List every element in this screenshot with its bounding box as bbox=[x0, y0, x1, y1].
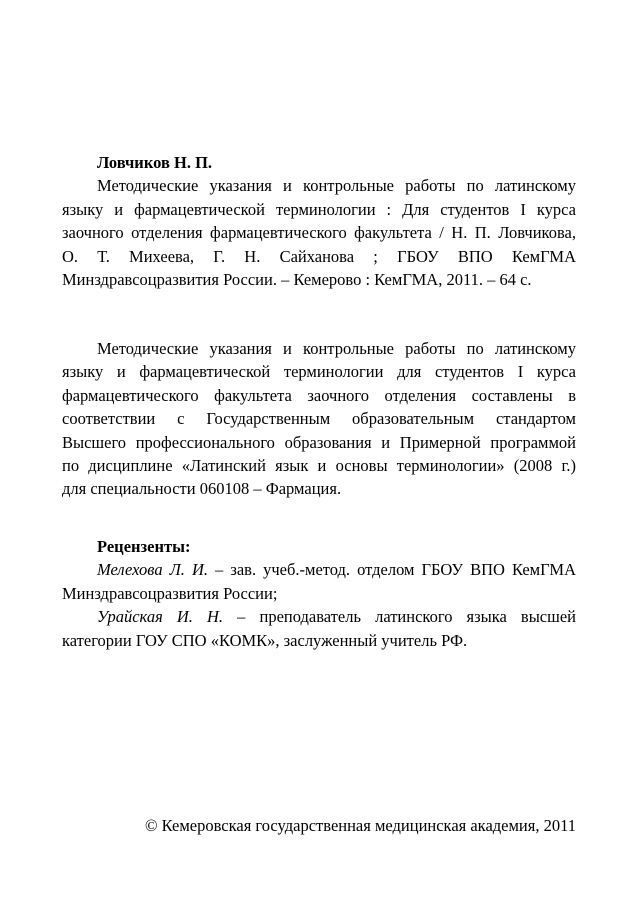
author-name: Ловчиков Н. П. bbox=[97, 153, 213, 172]
annotation-line: Методические указания и контрольные работы по латинскому bbox=[97, 339, 576, 358]
reviewer-line bbox=[62, 605, 576, 628]
bibliographic-line: заочного отделения фармацевтического факультета / Н. П. Ловчикова, bbox=[62, 223, 576, 243]
annotation-line: по дисциплине «Латинский язык и основы терминологии» (2008 г.) bbox=[62, 456, 576, 476]
bibliographic-line: Методические указания и контрольные работы по латинскому bbox=[97, 176, 576, 196]
bibliographic-line: О. Т. Михеева, Г. Н. Сайханова ; ГБОУ ВПО КемГМА bbox=[62, 246, 576, 266]
annotation-line: для специальности 060108 – Фармация. bbox=[62, 479, 342, 499]
annotation-line: языку и фармацевтической терминологии для студентов I курса bbox=[62, 362, 576, 382]
annotation-paragraph bbox=[62, 337, 576, 501]
bibliographic-line: Минздравсоцразвития России. – Кемерово : КемГМА, 2011. – 64 с. bbox=[62, 270, 532, 290]
reviewer-name: Урайская И. Н. bbox=[97, 607, 224, 627]
reviewers-heading: Рецензенты: bbox=[97, 537, 191, 556]
bibliographic-line: языку и фармацевтической терминологии : Для студентов I курса bbox=[62, 199, 576, 219]
reviewer-position: – преподаватель латинского языка высшей bbox=[223, 607, 576, 627]
annotation-line: фармацевтического факультета заочного отделения составлены в bbox=[62, 385, 576, 405]
reviewers-section bbox=[62, 535, 576, 652]
reviewer-position: – зав. учеб.-метод. отделом ГБОУ ВПО КемГМА bbox=[208, 560, 577, 580]
reviewer-line: категории ГОУ СПО «КОМК», заслуженный учитель РФ. bbox=[62, 630, 468, 650]
copyright-notice: © Кемеровская государственная медицинская академия, 2011 bbox=[144, 816, 576, 835]
reviewer-line bbox=[62, 558, 576, 581]
annotation-line: соответствии с Государственным образовательным стандартом bbox=[62, 409, 576, 429]
annotation-line: Высшего профессионального образования и Примерной программой bbox=[62, 432, 576, 452]
reviewer-line: Минздравсоцразвития России; bbox=[62, 583, 278, 603]
bibliographic-record bbox=[62, 151, 576, 291]
reviewer-name: Мелехова Л. И. bbox=[97, 560, 209, 580]
